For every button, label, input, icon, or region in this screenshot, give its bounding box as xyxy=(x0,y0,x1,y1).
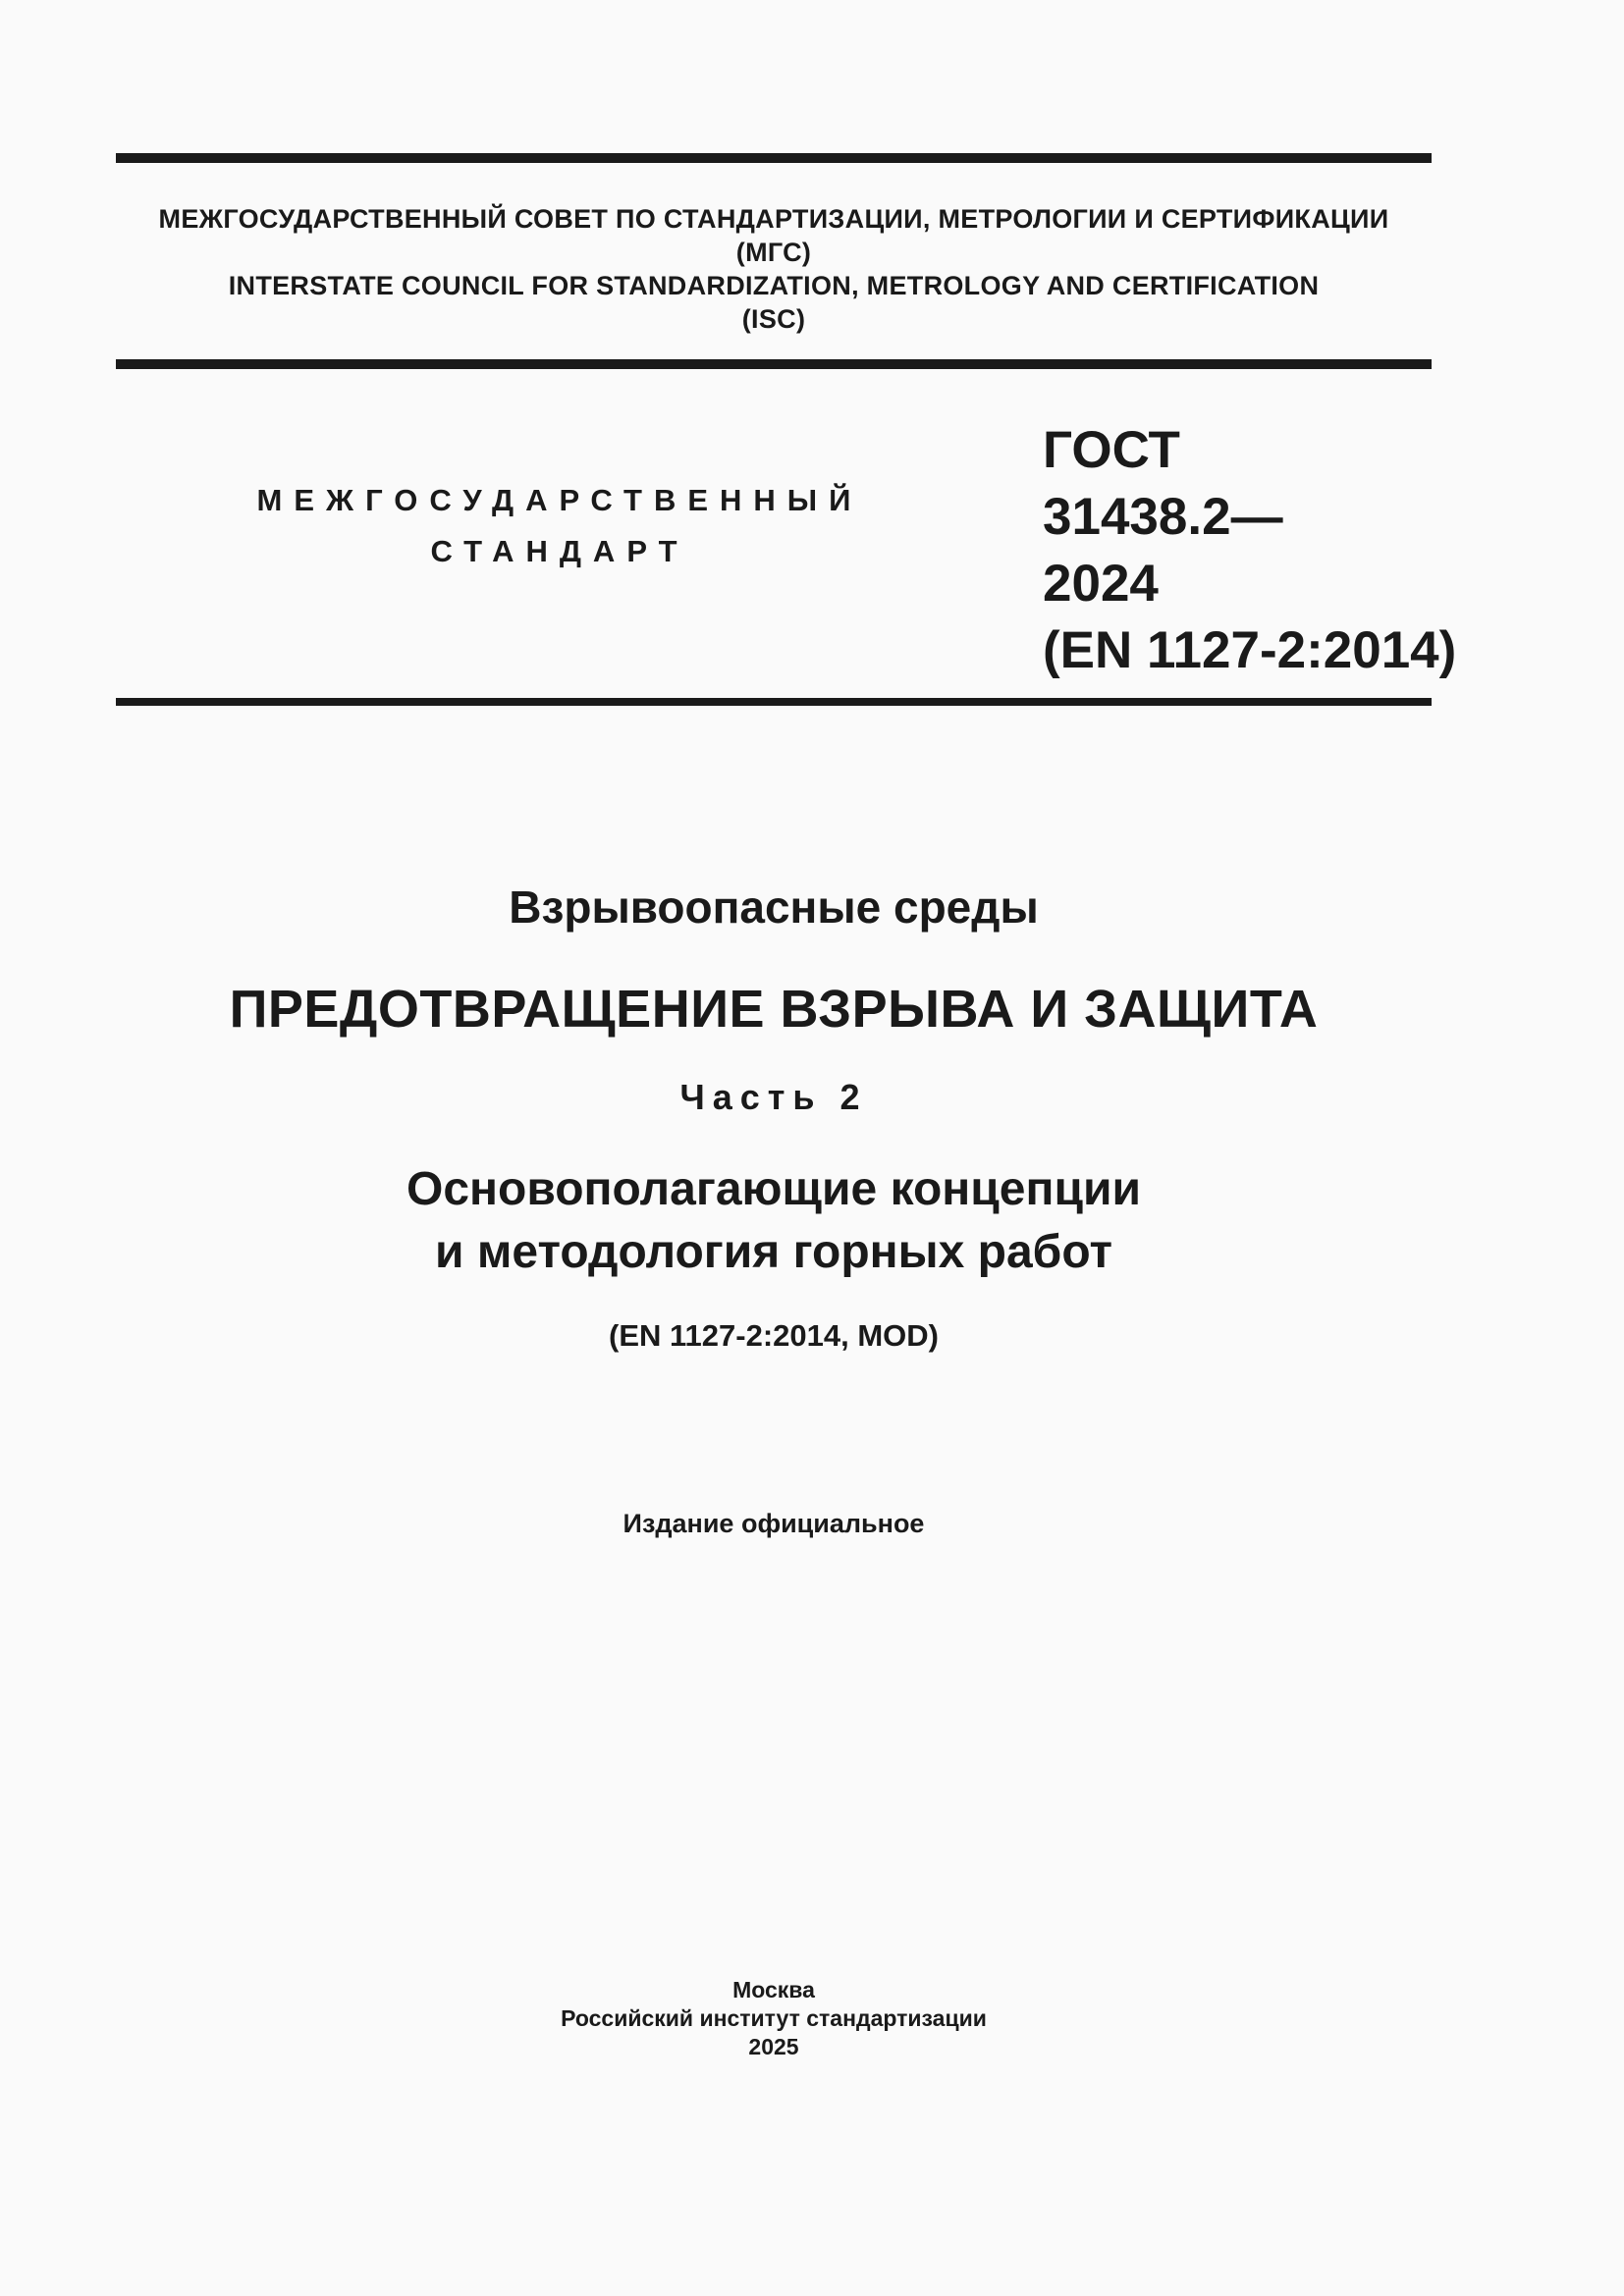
document-subtitle xyxy=(116,1158,1432,1284)
document-subject: Взрывоопасные среды xyxy=(509,881,1039,933)
imprint-year: 2025 xyxy=(748,2034,799,2059)
council-header xyxy=(116,202,1432,336)
document-subtitle-line2: и методология горных работ xyxy=(435,1226,1112,1278)
standard-designation xyxy=(1043,417,1457,684)
standard-type-line1: МЕЖГОСУДАРСТВЕННЫЙ xyxy=(256,483,863,517)
standard-number: 31438.2— xyxy=(1043,488,1283,546)
edition-label: Издание официальное xyxy=(623,1509,925,1538)
standard-type xyxy=(245,475,874,577)
document-part: Часть 2 xyxy=(679,1077,868,1117)
standard-equivalent: (EN 1127-2:2014) xyxy=(1043,621,1457,679)
standard-type-line2: СТАНДАРТ xyxy=(430,534,689,568)
imprint-city: Москва xyxy=(732,1977,815,2002)
document-reference: (EN 1127-2:2014, MOD) xyxy=(609,1318,939,1353)
standard-prefix: ГОСТ xyxy=(1043,421,1180,479)
designation-divider xyxy=(116,698,1432,706)
council-abbr-en: (ISC) xyxy=(741,304,806,334)
document-subtitle-line1: Основополагающие концепции xyxy=(406,1163,1141,1215)
top-rule xyxy=(116,153,1432,163)
header-divider xyxy=(116,359,1432,369)
council-name-en: INTERSTATE COUNCIL FOR STANDARDIZATION, METROLOGY AND CERTIFICATION xyxy=(228,271,1320,300)
council-name-ru: МЕЖГОСУДАРСТВЕННЫЙ СОВЕТ ПО СТАНДАРТИЗАЦИИ, МЕТРОЛОГИИ И СЕРТИФИКАЦИИ xyxy=(158,204,1389,234)
standard-year: 2024 xyxy=(1043,555,1159,613)
imprint xyxy=(116,1976,1432,2061)
imprint-publisher: Российский институт стандартизации xyxy=(561,2005,987,2031)
document-title: ПРЕДОТВРАЩЕНИЕ ВЗРЫВА И ЗАЩИТА xyxy=(229,980,1319,1039)
council-abbr-ru: (МГС) xyxy=(735,238,812,267)
